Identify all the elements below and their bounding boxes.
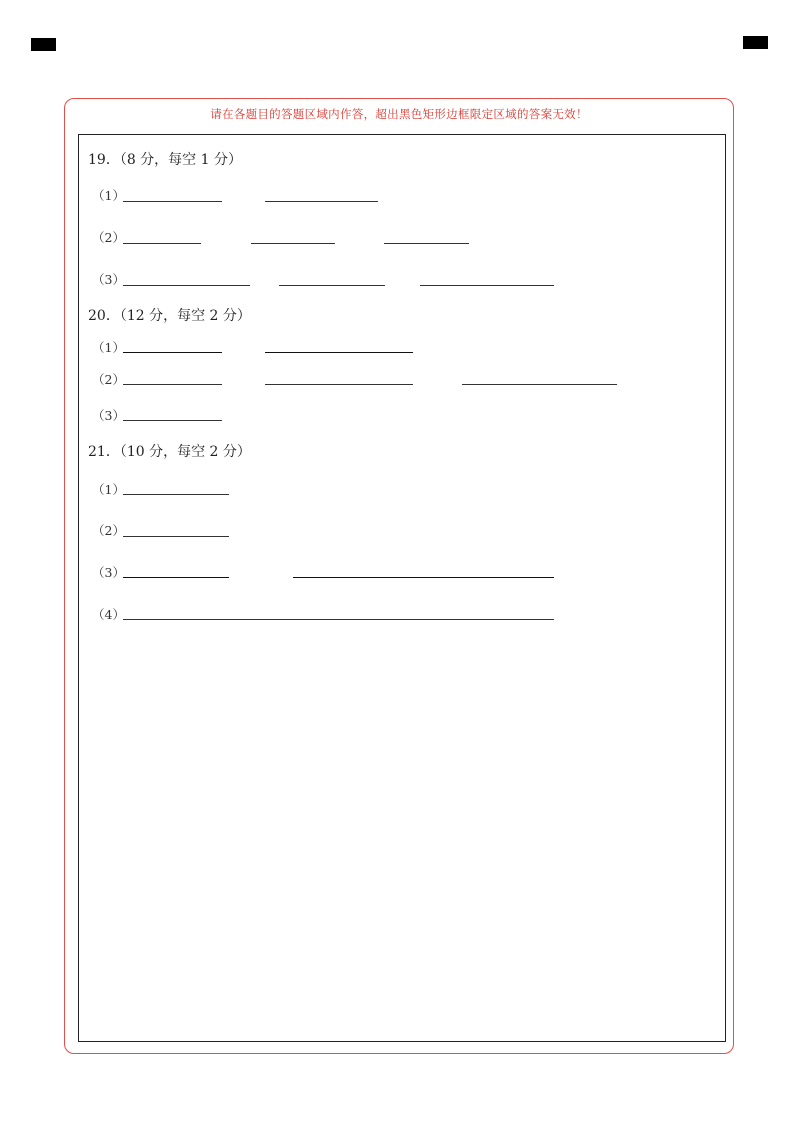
answer-blank-20-2c[interactable]: [462, 384, 617, 385]
answer-blank-19-2a[interactable]: [123, 243, 201, 244]
answer-blank-19-2b[interactable]: [251, 243, 335, 244]
answer-blank-21-2a[interactable]: [123, 536, 229, 537]
question-21-title: 21．（10 分，每空 2 分）: [88, 444, 251, 460]
answer-box: [78, 134, 726, 1042]
question-19-part-2-label: （2）: [92, 230, 125, 245]
answer-blank-20-3a[interactable]: [123, 420, 222, 421]
answer-blank-21-4a[interactable]: [123, 619, 554, 620]
answer-blank-21-1a[interactable]: [123, 494, 229, 495]
question-19-part-1-label: （1）: [92, 188, 125, 203]
answer-blank-19-1b[interactable]: [265, 201, 378, 202]
answer-blank-19-3a[interactable]: [123, 285, 250, 286]
answer-blank-19-3c[interactable]: [420, 285, 554, 286]
question-20-part-3-label: （3）: [92, 408, 125, 423]
question-20-title: 20．（12 分，每空 2 分）: [88, 308, 251, 324]
question-21-part-3-label: （3）: [92, 565, 125, 580]
answer-blank-21-3a[interactable]: [123, 577, 229, 578]
question-21-part-4-label: （4）: [92, 607, 125, 622]
alignment-marker-left: [31, 38, 56, 51]
answer-region-notice: 请在各题目的答题区域内作答，超出黑色矩形边框限定区域的答案无效！: [210, 107, 588, 121]
answer-blank-20-1a[interactable]: [123, 352, 222, 353]
answer-blank-19-2c[interactable]: [384, 243, 469, 244]
question-20-part-1-label: （1）: [92, 340, 125, 355]
question-20-part-2-label: （2）: [92, 372, 125, 387]
answer-blank-20-2b[interactable]: [265, 384, 413, 385]
answer-blank-19-3b[interactable]: [279, 285, 385, 286]
answer-blank-21-3b[interactable]: [293, 577, 554, 578]
alignment-marker-right: [743, 36, 768, 49]
answer-blank-19-1a[interactable]: [123, 201, 222, 202]
question-21-part-1-label: （1）: [92, 482, 125, 497]
question-19-part-3-label: （3）: [92, 272, 125, 287]
question-21-part-2-label: （2）: [92, 523, 125, 538]
question-19-title: 19．（8 分，每空 1 分）: [88, 152, 242, 168]
answer-blank-20-1b[interactable]: [265, 352, 413, 353]
answer-blank-20-2a[interactable]: [123, 384, 222, 385]
